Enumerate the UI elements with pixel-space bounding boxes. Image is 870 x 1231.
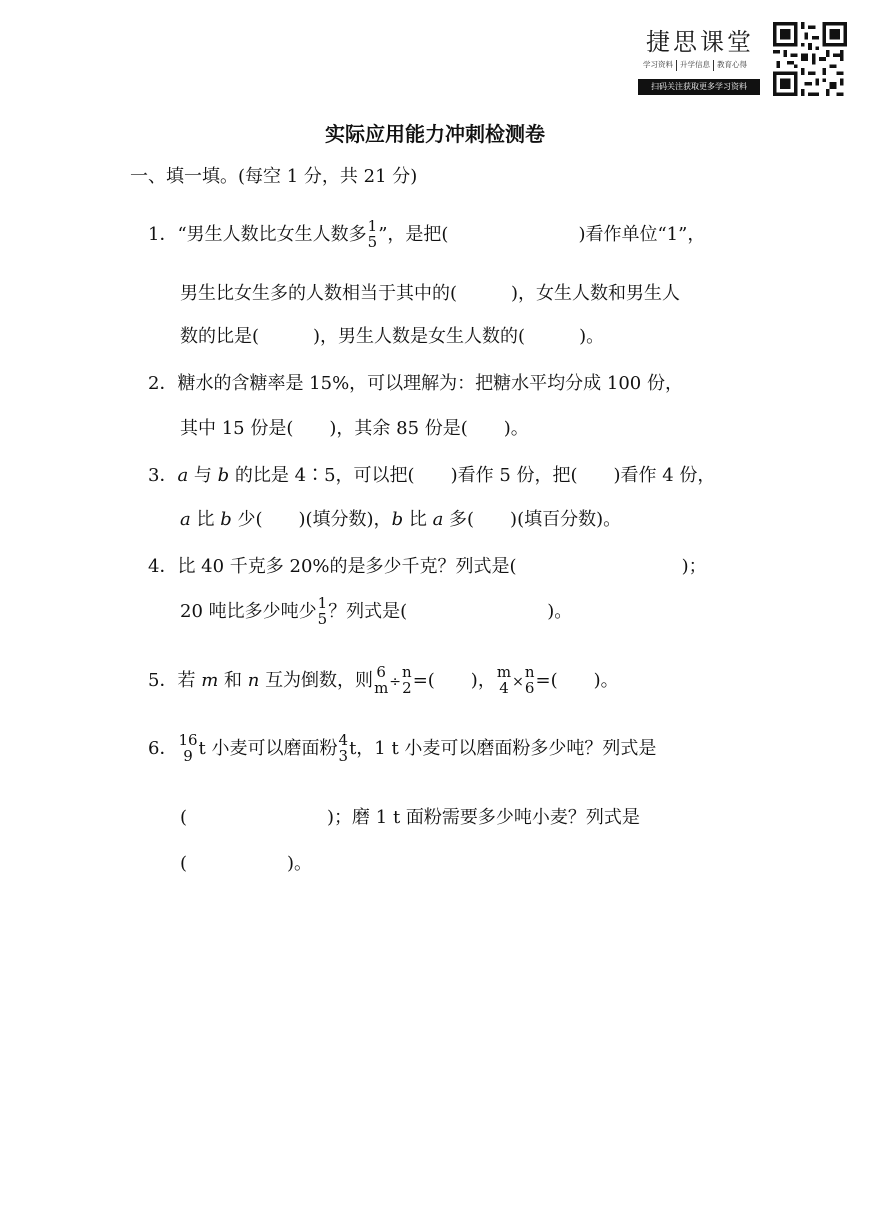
q3-text-2d: 多( )(填百分数)。: [449, 509, 622, 530]
q3-text-2c: 比: [408, 509, 427, 530]
q1-line-1: [148, 219, 705, 251]
q3-text-2b: 少( )(填分数)，: [237, 509, 392, 530]
q5-text-b: 和: [224, 669, 242, 691]
q2-text-1: 糖水的含糖率是 15%，可以理解为：把糖水平均分成 100 份，: [177, 373, 683, 394]
q5-fraction-2-denominator: 2: [402, 678, 412, 697]
q2-line-2: 其中 15 份是( )，其余 85 份是( )。: [180, 418, 529, 439]
q1-line-3: 数的比是( )，男生人数是女生人数的( )。: [180, 326, 605, 347]
q4-text-2b: ？列式是(: [328, 600, 408, 622]
q1-fraction: [368, 219, 378, 251]
q6-fraction-1-numerator: 16: [178, 731, 198, 749]
q6-text-b: t，1 t 小麦可以磨面粉多少吨？列式是: [349, 737, 657, 759]
q3-number: 3．: [148, 465, 178, 486]
q1-line-2: 男生比女生多的人数相当于其中的( )，女生人数和男生人: [180, 283, 681, 304]
q4-fraction-denominator: 5: [317, 609, 328, 628]
q5-fraction-1-denominator: m: [374, 678, 389, 697]
q5-var-m: m: [201, 669, 219, 691]
q1-text-a: “男生人数比女生人数多: [177, 223, 367, 245]
q6-line-2: [180, 803, 640, 829]
q3-var-b: b: [217, 465, 230, 486]
q5-fraction-1: [374, 665, 388, 697]
q6-line-1: [148, 733, 656, 765]
q3-line-1: [148, 461, 715, 487]
q3-text-2a: 比: [196, 509, 215, 530]
q6-line-3: [180, 849, 312, 875]
q3-var-b: b: [220, 509, 232, 530]
q2-line-1: [148, 369, 683, 395]
q4-text-2c: )。: [547, 600, 573, 622]
tag-education: 教育心得: [717, 60, 747, 69]
q4-text-1a: 比 40 千克多 20%的是多少千克？列式是(: [177, 556, 517, 577]
q6-fraction-2-denominator: 3: [338, 746, 349, 765]
q4-line-2: [180, 596, 572, 628]
q5-fraction-4-denominator: 6: [524, 678, 535, 697]
q4-text-1b: )；: [681, 556, 707, 577]
q5-line: [148, 665, 619, 697]
q5-text-d: =( )，: [412, 669, 496, 691]
q6-text-2a: (: [180, 807, 188, 828]
q5-text-c: 互为倒数，则: [265, 669, 374, 691]
promo-banner: 扫码关注获取更多学习资料: [638, 79, 760, 95]
q3-var-a: a: [180, 509, 191, 530]
q5-fraction-1-numerator: 6: [376, 663, 386, 681]
q4-fraction: [318, 596, 328, 628]
q5-fraction-4: [525, 665, 535, 697]
q3-text-1b: 的比是 4∶5，可以把( )看作 5 份，把( )看作 4 份，: [234, 465, 716, 486]
q3-var-a: a: [432, 509, 444, 530]
q3-var-a: a: [177, 465, 189, 486]
q6-fraction-1: [178, 733, 197, 765]
q5-var-n: n: [247, 669, 260, 691]
divide-icon: ÷: [389, 673, 402, 690]
q1-fraction-denominator: 5: [367, 232, 378, 251]
q1-fraction-numerator: 1: [367, 217, 378, 235]
q6-text-3b: )。: [287, 853, 313, 874]
q6-text-a: t 小麦可以磨面粉: [198, 737, 338, 759]
page-title: 实际应用能力冲刺检测卷: [325, 122, 545, 146]
qr-code-icon: [773, 22, 847, 96]
tag-admission: 升学信息: [680, 60, 710, 69]
q5-text-e: =( )。: [535, 669, 619, 691]
brand-name: 捷思课堂: [646, 28, 754, 56]
multiply-icon: ×: [512, 673, 524, 690]
q4-fraction-numerator: 1: [317, 594, 328, 612]
q5-text-a: 若: [177, 669, 196, 691]
q1-text-b: ”，是把(: [378, 223, 449, 245]
q5-fraction-2-numerator: n: [402, 663, 412, 681]
q3-text-1a: 与: [193, 465, 212, 486]
q4-text-2a: 20 吨比多少吨少: [180, 600, 317, 622]
q1-text-c: )看作单位“1”，: [578, 223, 706, 245]
q5-fraction-2: [402, 665, 412, 697]
q5-fraction-3: [497, 665, 511, 697]
q1-number: 1．: [148, 223, 178, 245]
section-heading: 一、填一填。(每空 1 分，共 21 分): [130, 166, 418, 187]
q6-fraction-1-denominator: 9: [183, 746, 193, 765]
q5-number: 5．: [148, 669, 178, 691]
q5-fraction-4-numerator: n: [524, 663, 535, 681]
q5-fraction-3-denominator: 4: [499, 678, 509, 697]
q4-line-1: [148, 552, 707, 578]
q5-fraction-3-numerator: m: [496, 663, 512, 681]
q6-number: 6．: [148, 737, 178, 759]
q6-fraction-2-numerator: 4: [338, 731, 349, 749]
q4-number: 4．: [148, 556, 178, 577]
q3-var-b: b: [391, 509, 404, 530]
q6-text-2b: )；磨 1 t 面粉需要多少吨小麦？列式是: [327, 807, 640, 828]
q2-number: 2．: [148, 373, 178, 394]
tag-study: 学习资料: [643, 60, 673, 69]
q6-text-3a: (: [180, 853, 188, 874]
q6-fraction-2: [339, 733, 349, 765]
brand-tags: [640, 59, 750, 71]
q3-line-2: [180, 505, 621, 531]
